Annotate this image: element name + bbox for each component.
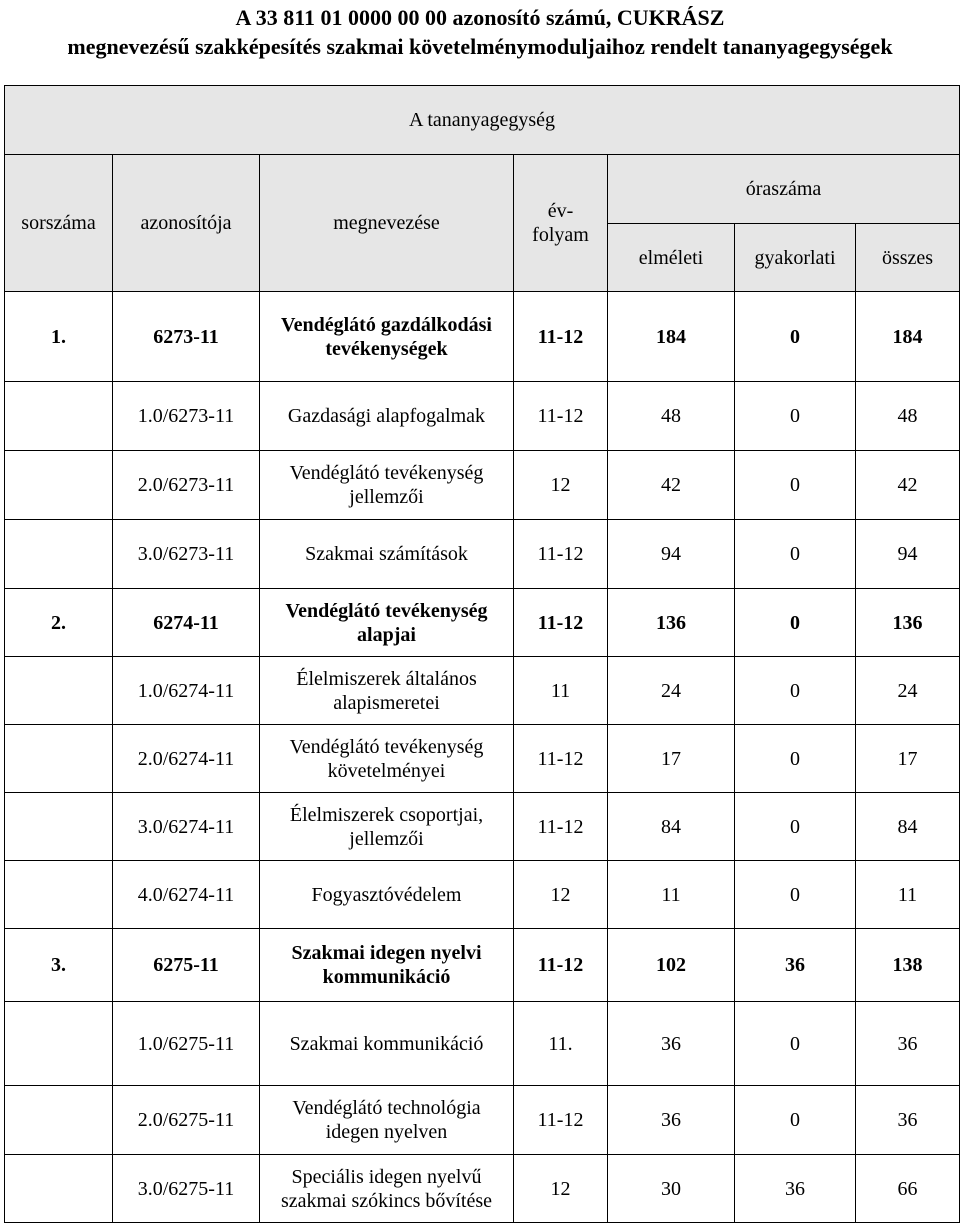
header-evfolyam	[514, 155, 608, 292]
cell-id: 3.0/6274-11	[113, 793, 260, 861]
header-azonosito: azonosítója	[113, 155, 260, 292]
cell-ev: 12	[514, 451, 608, 520]
table-row	[5, 929, 960, 1002]
cell-ossz: 36	[856, 1086, 960, 1155]
cell-gyak: 0	[735, 292, 856, 382]
cell-no	[5, 793, 113, 861]
cell-elm: 30	[608, 1155, 735, 1223]
cell-elm: 48	[608, 382, 735, 451]
header-sorszam: sorszáma	[5, 155, 113, 292]
cell-name: Vendéglátó tevékenység követelményei	[260, 725, 514, 793]
table-row	[5, 451, 960, 520]
cell-ev: 11-12	[514, 1086, 608, 1155]
cell-id: 3.0/6273-11	[113, 520, 260, 589]
cell-ev: 11-12	[514, 929, 608, 1002]
cell-id: 1.0/6273-11	[113, 382, 260, 451]
cell-name: Fogyasztóvédelem	[260, 861, 514, 929]
cell-ev: 11-12	[514, 292, 608, 382]
table-row	[5, 861, 960, 929]
table-row	[5, 589, 960, 657]
cell-gyak: 36	[735, 929, 856, 1002]
header-osszes: összes	[856, 224, 960, 292]
cell-name: Vendéglátó tevékenység jellemzői	[260, 451, 514, 520]
cell-elm: 94	[608, 520, 735, 589]
cell-no: 1.	[5, 292, 113, 382]
cell-no	[5, 382, 113, 451]
cell-gyak: 0	[735, 520, 856, 589]
cell-no: 3.	[5, 929, 113, 1002]
cell-id: 2.0/6274-11	[113, 725, 260, 793]
cell-ossz: 36	[856, 1002, 960, 1086]
cell-ossz: 184	[856, 292, 960, 382]
cell-name: Élelmiszerek csoportjai, jellemzői	[260, 793, 514, 861]
cell-no	[5, 725, 113, 793]
cell-id: 3.0/6275-11	[113, 1155, 260, 1223]
table-row	[5, 1086, 960, 1155]
cell-ev: 11-12	[514, 589, 608, 657]
cell-name: Vendéglátó technológia idegen nyelven	[260, 1086, 514, 1155]
header-elmeleti: elméleti	[608, 224, 735, 292]
header-evfolyam-text: év-folyam	[532, 200, 589, 246]
cell-elm: 42	[608, 451, 735, 520]
cell-elm: 11	[608, 861, 735, 929]
cell-ev: 11-12	[514, 382, 608, 451]
title-line-2: megnevezésű szakképesítés szakmai követelménymoduljaihoz rendelt tananyagegységek	[67, 34, 893, 59]
cell-no	[5, 1002, 113, 1086]
cell-no	[5, 861, 113, 929]
cell-elm: 84	[608, 793, 735, 861]
cell-elm: 102	[608, 929, 735, 1002]
cell-ossz: 11	[856, 861, 960, 929]
cell-ossz: 66	[856, 1155, 960, 1223]
cell-elm: 36	[608, 1086, 735, 1155]
header-megnevezes: megnevezése	[260, 155, 514, 292]
table-row	[5, 657, 960, 725]
cell-ossz: 42	[856, 451, 960, 520]
cell-ev: 11	[514, 657, 608, 725]
cell-id: 6273-11	[113, 292, 260, 382]
header-oraszam: óraszáma	[608, 155, 960, 224]
cell-ev: 12	[514, 1155, 608, 1223]
cell-gyak: 0	[735, 451, 856, 520]
cell-elm: 184	[608, 292, 735, 382]
cell-gyak: 0	[735, 1002, 856, 1086]
cell-no	[5, 451, 113, 520]
cell-ossz: 84	[856, 793, 960, 861]
cell-ev: 11-12	[514, 725, 608, 793]
cell-id: 2.0/6273-11	[113, 451, 260, 520]
cell-gyak: 0	[735, 1086, 856, 1155]
table-row	[5, 1002, 960, 1086]
cell-elm: 36	[608, 1002, 735, 1086]
header-gyakorlati: gyakorlati	[735, 224, 856, 292]
cell-ossz: 24	[856, 657, 960, 725]
cell-gyak: 0	[735, 725, 856, 793]
cell-ev: 11.	[514, 1002, 608, 1086]
table-row	[5, 725, 960, 793]
cell-gyak: 0	[735, 657, 856, 725]
cell-ev: 12	[514, 861, 608, 929]
cell-gyak: 0	[735, 589, 856, 657]
cell-ev: 11-12	[514, 520, 608, 589]
cell-name: Szakmai kommunikáció	[260, 1002, 514, 1086]
table-row	[5, 382, 960, 451]
cell-id: 2.0/6275-11	[113, 1086, 260, 1155]
cell-no	[5, 520, 113, 589]
cell-gyak: 0	[735, 382, 856, 451]
cell-no	[5, 657, 113, 725]
cell-id: 4.0/6274-11	[113, 861, 260, 929]
cell-gyak: 0	[735, 861, 856, 929]
header-row-1	[5, 155, 960, 224]
cell-id: 6275-11	[113, 929, 260, 1002]
curriculum-table	[4, 85, 960, 1223]
cell-id: 1.0/6274-11	[113, 657, 260, 725]
cell-elm: 136	[608, 589, 735, 657]
cell-ev: 11-12	[514, 793, 608, 861]
cell-ossz: 138	[856, 929, 960, 1002]
cell-ossz: 136	[856, 589, 960, 657]
cell-ossz: 17	[856, 725, 960, 793]
cell-ossz: 94	[856, 520, 960, 589]
table-row	[5, 520, 960, 589]
cell-name: Gazdasági alapfogalmak	[260, 382, 514, 451]
table-row	[5, 292, 960, 382]
header-row-group	[5, 86, 960, 155]
document-title	[0, 0, 960, 61]
cell-id: 1.0/6275-11	[113, 1002, 260, 1086]
cell-id: 6274-11	[113, 589, 260, 657]
cell-name: Szakmai számítások	[260, 520, 514, 589]
cell-name: Élelmiszerek általános alapismeretei	[260, 657, 514, 725]
header-group-label: A tananyagegység	[5, 86, 960, 155]
cell-name: Szakmai idegen nyelvi kommunikáció	[260, 929, 514, 1002]
title-line-1: A 33 811 01 0000 00 00 azonosító számú, CUKRÁSZ	[235, 5, 725, 30]
table-row	[5, 793, 960, 861]
cell-gyak: 36	[735, 1155, 856, 1223]
table-row	[5, 1155, 960, 1223]
cell-elm: 24	[608, 657, 735, 725]
cell-ossz: 48	[856, 382, 960, 451]
cell-name: Vendéglátó tevékenység alapjai	[260, 589, 514, 657]
cell-no	[5, 1155, 113, 1223]
cell-no	[5, 1086, 113, 1155]
cell-no: 2.	[5, 589, 113, 657]
cell-gyak: 0	[735, 793, 856, 861]
cell-elm: 17	[608, 725, 735, 793]
cell-name: Vendéglátó gazdálkodási tevékenységek	[260, 292, 514, 382]
cell-name: Speciális idegen nyelvű szakmai szókincs bővítése	[260, 1155, 514, 1223]
